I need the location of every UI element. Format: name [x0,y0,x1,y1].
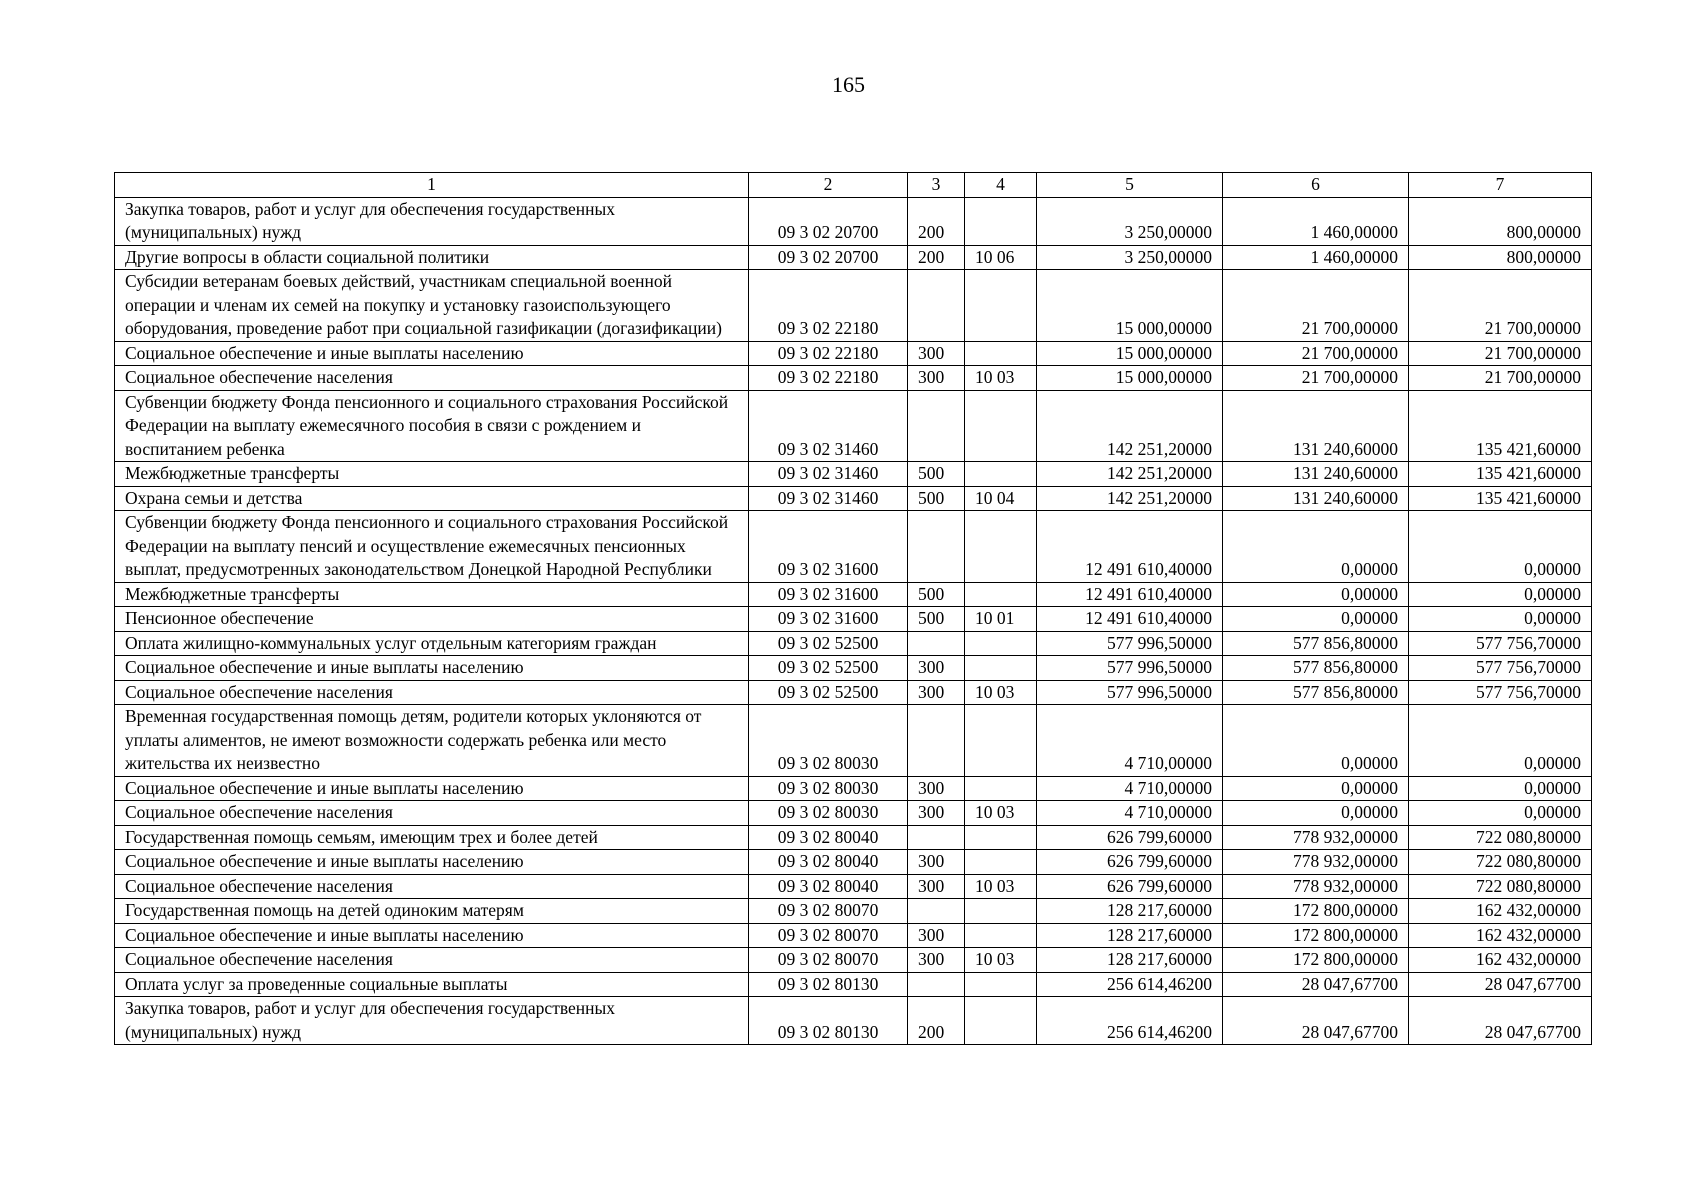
row-code-cell: 09 3 02 80030 [749,776,908,801]
row-name-cell: Оплата услуг за проведенные социальные выплаты [115,972,749,997]
column-header-amount-6: 6 [1223,173,1409,198]
row-amount-5-cell: 626 799,60000 [1037,825,1223,850]
row-amount-6-cell: 577 856,80000 [1223,656,1409,681]
table-row [115,511,1592,583]
row-name-cell: Субвенции бюджету Фонда пенсионного и социального страхования Российской Федерации на выплату пенсий и осуществление ежемесячных пенсионных выплат, предусмотренных законодательством Донецкой Народной Республики [115,511,749,583]
row-amount-7-cell: 21 700,00000 [1409,341,1592,366]
row-amount-7-cell: 135 421,60000 [1409,486,1592,511]
table-row [115,997,1592,1045]
row-name-cell: Субвенции бюджету Фонда пенсионного и социального страхования Российской Федерации на выплату ежемесячного пособия в связи с рождением и воспитанием ребенка [115,390,749,462]
row-section-cell: 10 04 [965,486,1037,511]
row-name-cell: Социальное обеспечение населения [115,680,749,705]
row-name-cell: Социальное обеспечение и иные выплаты населению [115,776,749,801]
row-amount-7-cell: 28 047,67700 [1409,972,1592,997]
row-amount-7-cell: 21 700,00000 [1409,270,1592,342]
row-section-cell: 10 03 [965,948,1037,973]
row-code-cell: 09 3 02 31600 [749,511,908,583]
row-amount-5-cell: 4 710,00000 [1037,705,1223,777]
row-amount-7-cell: 0,00000 [1409,511,1592,583]
row-name-cell: Закупка товаров, работ и услуг для обеспечения государственных (муниципальных) нужд [115,197,749,245]
row-name-cell: Социальное обеспечение населения [115,366,749,391]
row-amount-5-cell: 128 217,60000 [1037,948,1223,973]
row-section-cell [965,270,1037,342]
row-name-cell: Пенсионное обеспечение [115,607,749,632]
row-amount-5-cell: 142 251,20000 [1037,486,1223,511]
row-expense-type-cell [908,631,965,656]
row-section-cell [965,197,1037,245]
row-amount-7-cell: 0,00000 [1409,776,1592,801]
row-amount-6-cell: 0,00000 [1223,607,1409,632]
row-section-cell [965,341,1037,366]
row-expense-type-cell [908,270,965,342]
row-code-cell: 09 3 02 80030 [749,801,908,826]
row-name-cell: Закупка товаров, работ и услуг для обеспечения государственных (муниципальных) нужд [115,997,749,1045]
row-name-cell: Другие вопросы в области социальной политики [115,245,749,270]
row-expense-type-cell: 500 [908,486,965,511]
row-amount-5-cell: 12 491 610,40000 [1037,582,1223,607]
row-amount-6-cell: 172 800,00000 [1223,899,1409,924]
row-expense-type-cell [908,899,965,924]
row-amount-5-cell: 128 217,60000 [1037,899,1223,924]
row-expense-type-cell: 300 [908,341,965,366]
table-row [115,582,1592,607]
row-amount-5-cell: 15 000,00000 [1037,366,1223,391]
row-amount-6-cell: 131 240,60000 [1223,462,1409,487]
table-row [115,972,1592,997]
row-amount-6-cell: 778 932,00000 [1223,850,1409,875]
page-number: 165 [832,72,865,97]
row-amount-5-cell: 3 250,00000 [1037,197,1223,245]
row-expense-type-cell: 300 [908,680,965,705]
row-amount-6-cell: 0,00000 [1223,511,1409,583]
row-amount-5-cell: 577 996,50000 [1037,656,1223,681]
table-row [115,390,1592,462]
table-row [115,270,1592,342]
row-amount-5-cell: 256 614,46200 [1037,997,1223,1045]
row-amount-5-cell: 12 491 610,40000 [1037,607,1223,632]
row-code-cell: 09 3 02 80070 [749,899,908,924]
row-amount-6-cell: 28 047,67700 [1223,972,1409,997]
row-expense-type-cell: 300 [908,948,965,973]
row-amount-7-cell: 0,00000 [1409,705,1592,777]
table-row [115,486,1592,511]
row-expense-type-cell [908,390,965,462]
row-expense-type-cell [908,705,965,777]
row-name-cell: Субсидии ветеранам боевых действий, участникам специальной военной операции и членам их семей на покупку и установку газоиспользующего оборудования, проведение работ при социальной газификации (догазификации) [115,270,749,342]
table-row [115,607,1592,632]
row-amount-7-cell: 722 080,80000 [1409,874,1592,899]
row-expense-type-cell: 200 [908,197,965,245]
row-code-cell: 09 3 02 80070 [749,923,908,948]
row-name-cell: Оплата жилищно-коммунальных услуг отдельным категориям граждан [115,631,749,656]
row-section-cell [965,972,1037,997]
row-amount-7-cell: 577 756,70000 [1409,631,1592,656]
row-amount-6-cell: 172 800,00000 [1223,923,1409,948]
row-amount-6-cell: 131 240,60000 [1223,486,1409,511]
row-section-cell [965,511,1037,583]
row-name-cell: Межбюджетные трансферты [115,462,749,487]
row-amount-6-cell: 131 240,60000 [1223,390,1409,462]
row-amount-5-cell: 12 491 610,40000 [1037,511,1223,583]
row-amount-7-cell: 722 080,80000 [1409,850,1592,875]
row-expense-type-cell: 300 [908,850,965,875]
row-section-cell [965,631,1037,656]
row-section-cell [965,705,1037,777]
table-row [115,801,1592,826]
row-name-cell: Социальное обеспечение и иные выплаты населению [115,341,749,366]
row-section-cell [965,462,1037,487]
row-expense-type-cell: 300 [908,776,965,801]
row-section-cell: 10 03 [965,874,1037,899]
row-code-cell: 09 3 02 22180 [749,270,908,342]
table-row [115,656,1592,681]
row-amount-6-cell: 0,00000 [1223,582,1409,607]
row-section-cell [965,776,1037,801]
row-expense-type-cell [908,825,965,850]
table-row [115,705,1592,777]
table-row [115,366,1592,391]
row-name-cell: Государственная помощь на детей одиноким матерям [115,899,749,924]
row-amount-6-cell: 0,00000 [1223,705,1409,777]
table-row [115,874,1592,899]
row-name-cell: Межбюджетные трансферты [115,582,749,607]
row-section-cell: 10 03 [965,801,1037,826]
row-code-cell: 09 3 02 31460 [749,462,908,487]
row-section-cell: 10 03 [965,680,1037,705]
row-code-cell: 09 3 02 80040 [749,850,908,875]
row-code-cell: 09 3 02 31460 [749,486,908,511]
row-name-cell: Социальное обеспечение и иные выплаты населению [115,656,749,681]
row-code-cell: 09 3 02 31600 [749,607,908,632]
row-code-cell: 09 3 02 80040 [749,825,908,850]
row-section-cell [965,997,1037,1045]
row-name-cell: Государственная помощь семьям, имеющим трех и более детей [115,825,749,850]
row-amount-7-cell: 577 756,70000 [1409,656,1592,681]
column-header-amount-7: 7 [1409,173,1592,198]
table-row [115,825,1592,850]
row-section-cell [965,850,1037,875]
row-amount-5-cell: 142 251,20000 [1037,390,1223,462]
row-amount-7-cell: 0,00000 [1409,582,1592,607]
row-amount-6-cell: 21 700,00000 [1223,270,1409,342]
row-amount-6-cell: 778 932,00000 [1223,874,1409,899]
row-amount-5-cell: 626 799,60000 [1037,850,1223,875]
row-amount-5-cell: 256 614,46200 [1037,972,1223,997]
row-name-cell: Охрана семьи и детства [115,486,749,511]
row-amount-5-cell: 626 799,60000 [1037,874,1223,899]
row-expense-type-cell: 300 [908,923,965,948]
row-amount-5-cell: 15 000,00000 [1037,270,1223,342]
row-amount-7-cell: 162 432,00000 [1409,899,1592,924]
budget-table [114,172,1592,1045]
row-name-cell: Социальное обеспечение населения [115,801,749,826]
row-expense-type-cell: 200 [908,997,965,1045]
row-amount-7-cell: 800,00000 [1409,197,1592,245]
row-expense-type-cell: 300 [908,801,965,826]
row-name-cell: Временная государственная помощь детям, родители которых уклоняются от уплаты алиментов, не имеют возможности содержать ребенка или место жительства их неизвестно [115,705,749,777]
row-code-cell: 09 3 02 52500 [749,680,908,705]
column-header-amount-5: 5 [1037,173,1223,198]
row-amount-7-cell: 21 700,00000 [1409,366,1592,391]
row-amount-7-cell: 162 432,00000 [1409,923,1592,948]
table-row [115,631,1592,656]
column-header-section: 4 [965,173,1037,198]
row-code-cell: 09 3 02 80030 [749,705,908,777]
row-amount-7-cell: 577 756,70000 [1409,680,1592,705]
row-name-cell: Социальное обеспечение населения [115,948,749,973]
row-section-cell [965,825,1037,850]
row-expense-type-cell: 300 [908,656,965,681]
row-name-cell: Социальное обеспечение населения [115,874,749,899]
row-section-cell [965,582,1037,607]
row-expense-type-cell: 500 [908,462,965,487]
table-body [115,197,1592,1045]
row-code-cell: 09 3 02 80130 [749,997,908,1045]
row-amount-6-cell: 172 800,00000 [1223,948,1409,973]
row-expense-type-cell: 500 [908,582,965,607]
row-amount-6-cell: 28 047,67700 [1223,997,1409,1045]
row-amount-5-cell: 4 710,00000 [1037,776,1223,801]
row-amount-7-cell: 722 080,80000 [1409,825,1592,850]
row-code-cell: 09 3 02 80040 [749,874,908,899]
row-amount-5-cell: 4 710,00000 [1037,801,1223,826]
table-row [115,899,1592,924]
row-amount-6-cell: 0,00000 [1223,801,1409,826]
row-amount-7-cell: 135 421,60000 [1409,462,1592,487]
row-section-cell: 10 03 [965,366,1037,391]
table-row [115,341,1592,366]
row-name-cell: Социальное обеспечение и иные выплаты населению [115,923,749,948]
table-row [115,680,1592,705]
row-amount-5-cell: 3 250,00000 [1037,245,1223,270]
row-section-cell: 10 06 [965,245,1037,270]
row-amount-6-cell: 577 856,80000 [1223,631,1409,656]
row-amount-7-cell: 800,00000 [1409,245,1592,270]
table-row [115,948,1592,973]
column-header-expense-type: 3 [908,173,965,198]
table-row [115,197,1592,245]
row-amount-5-cell: 128 217,60000 [1037,923,1223,948]
row-section-cell [965,923,1037,948]
row-amount-5-cell: 15 000,00000 [1037,341,1223,366]
row-amount-6-cell: 21 700,00000 [1223,341,1409,366]
row-expense-type-cell [908,972,965,997]
row-amount-6-cell: 0,00000 [1223,776,1409,801]
row-amount-7-cell: 0,00000 [1409,801,1592,826]
row-code-cell: 09 3 02 20700 [749,197,908,245]
row-code-cell: 09 3 02 31460 [749,390,908,462]
row-section-cell [965,656,1037,681]
row-amount-5-cell: 577 996,50000 [1037,680,1223,705]
row-amount-7-cell: 28 047,67700 [1409,997,1592,1045]
header-row [115,173,1592,198]
row-code-cell: 09 3 02 52500 [749,631,908,656]
row-code-cell: 09 3 02 52500 [749,656,908,681]
row-code-cell: 09 3 02 80070 [749,948,908,973]
table-header [115,173,1592,198]
table-row [115,245,1592,270]
row-section-cell [965,899,1037,924]
table-row [115,462,1592,487]
row-amount-7-cell: 162 432,00000 [1409,948,1592,973]
table-row [115,923,1592,948]
row-code-cell: 09 3 02 31600 [749,582,908,607]
row-amount-6-cell: 21 700,00000 [1223,366,1409,391]
row-expense-type-cell [908,511,965,583]
row-section-cell: 10 01 [965,607,1037,632]
table-row [115,776,1592,801]
column-header-name: 1 [115,173,749,198]
column-header-code: 2 [749,173,908,198]
row-amount-6-cell: 577 856,80000 [1223,680,1409,705]
row-amount-6-cell: 778 932,00000 [1223,825,1409,850]
row-name-cell: Социальное обеспечение и иные выплаты населению [115,850,749,875]
row-amount-6-cell: 1 460,00000 [1223,197,1409,245]
row-code-cell: 09 3 02 22180 [749,366,908,391]
row-code-cell: 09 3 02 20700 [749,245,908,270]
row-expense-type-cell: 200 [908,245,965,270]
row-amount-5-cell: 577 996,50000 [1037,631,1223,656]
row-section-cell [965,390,1037,462]
table-row [115,850,1592,875]
row-code-cell: 09 3 02 22180 [749,341,908,366]
row-amount-7-cell: 135 421,60000 [1409,390,1592,462]
row-expense-type-cell: 500 [908,607,965,632]
row-expense-type-cell: 300 [908,366,965,391]
row-amount-6-cell: 1 460,00000 [1223,245,1409,270]
row-amount-7-cell: 0,00000 [1409,607,1592,632]
row-amount-5-cell: 142 251,20000 [1037,462,1223,487]
row-code-cell: 09 3 02 80130 [749,972,908,997]
row-expense-type-cell: 300 [908,874,965,899]
